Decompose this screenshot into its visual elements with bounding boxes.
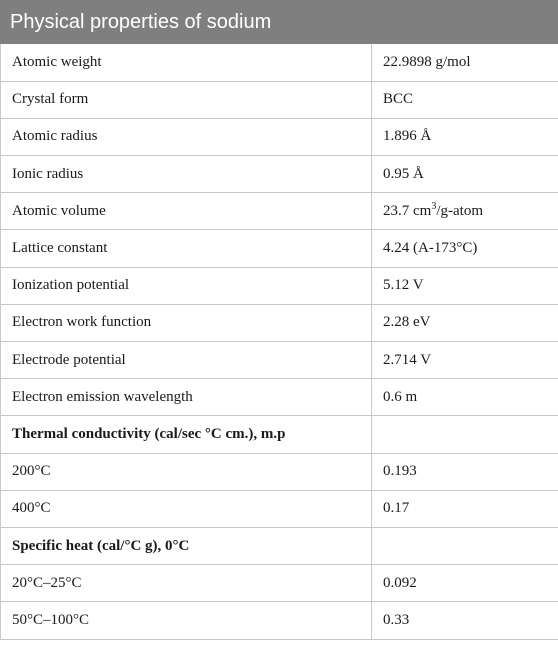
row-label: Ionization potential — [1, 267, 372, 304]
group-header-row — [1, 416, 558, 453]
table-row — [1, 453, 558, 490]
value-text: 23.7 cm — [383, 202, 432, 219]
row-value: 0.95 Å — [372, 156, 558, 193]
row-value: BCC — [372, 81, 558, 118]
value-text: /g-atom — [436, 202, 483, 219]
table-row — [1, 81, 558, 118]
row-value: 1.896 Å — [372, 118, 558, 155]
row-label: Crystal form — [1, 81, 372, 118]
row-value: 0.193 — [372, 453, 558, 490]
table-row — [1, 44, 558, 81]
row-value: 0.6 m — [372, 379, 558, 416]
row-label: Ionic radius — [1, 156, 372, 193]
row-label: Lattice constant — [1, 230, 372, 267]
table-row — [1, 565, 558, 602]
table-row — [1, 342, 558, 379]
row-label: 400°C — [1, 490, 372, 527]
properties-table — [0, 44, 558, 640]
row-value: 5.12 V — [372, 267, 558, 304]
table-row — [1, 379, 558, 416]
row-label: Electron emission wavelength — [1, 379, 372, 416]
table-row — [1, 304, 558, 341]
table-row — [1, 490, 558, 527]
row-label: Electrode potential — [1, 342, 372, 379]
row-label: 50°C–100°C — [1, 602, 372, 639]
row-label: 20°C–25°C — [1, 565, 372, 602]
row-value: 4.24 (A-173°C) — [372, 230, 558, 267]
row-value: 2.714 V — [372, 342, 558, 379]
row-label: Atomic volume — [1, 193, 372, 230]
value-superscript: 3 — [431, 200, 437, 212]
table-row — [1, 602, 558, 639]
table-row — [1, 230, 558, 267]
table-row — [1, 267, 558, 304]
table-title: Physical properties of sodium — [0, 0, 558, 44]
row-label: 200°C — [1, 453, 372, 490]
row-value: 0.092 — [372, 565, 558, 602]
table-row — [1, 193, 558, 230]
group-label: Specific heat (cal/°C g), 0°C — [1, 527, 372, 564]
row-value: 22.9898 g/mol — [372, 44, 558, 81]
group-header-row — [1, 527, 558, 564]
row-value: 0.17 — [372, 490, 558, 527]
row-value — [372, 416, 558, 453]
table-row — [1, 118, 558, 155]
row-label: Atomic weight — [1, 44, 372, 81]
row-value: 2.28 eV — [372, 304, 558, 341]
table-row — [1, 156, 558, 193]
row-value: 0.33 — [372, 602, 558, 639]
row-value — [372, 193, 558, 230]
row-value — [372, 527, 558, 564]
group-label: Thermal conductivity (cal/sec °C cm.), m.p — [1, 416, 372, 453]
row-label: Atomic radius — [1, 118, 372, 155]
row-label: Electron work function — [1, 304, 372, 341]
